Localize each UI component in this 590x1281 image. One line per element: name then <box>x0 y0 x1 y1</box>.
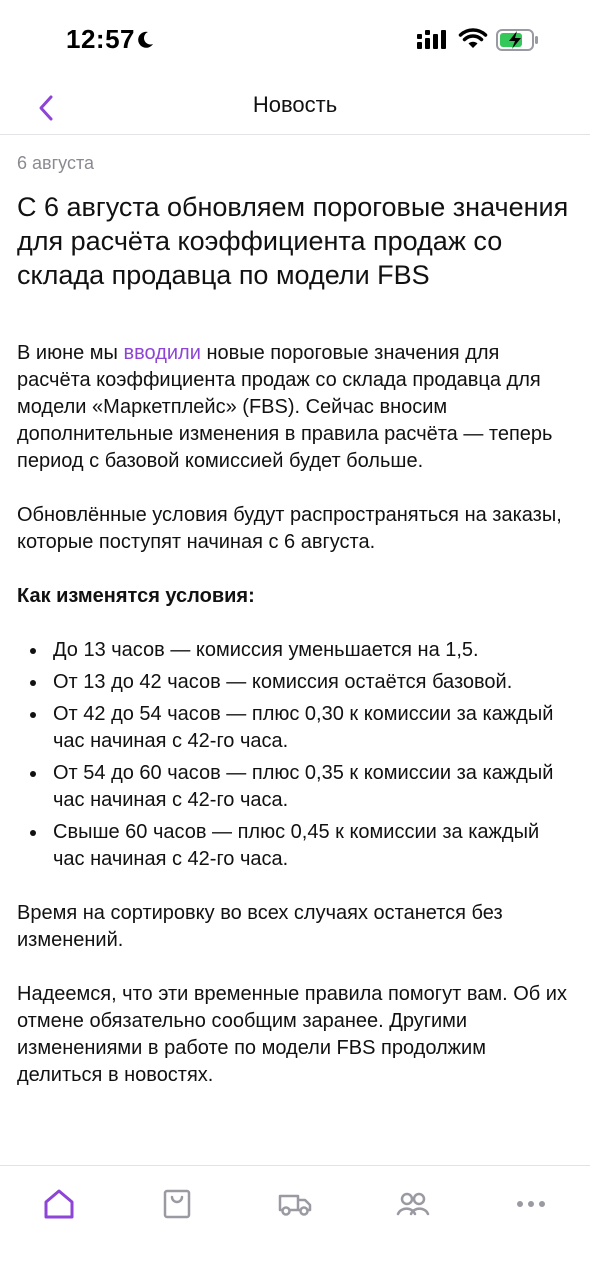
nav-delivery[interactable] <box>270 1184 320 1224</box>
nav-home[interactable] <box>34 1184 84 1224</box>
article-paragraph-2: Обновлённые условия будут распространяться на заказы, которые поступят начиная с 6 августа. <box>17 504 562 553</box>
header-bar <box>0 80 590 135</box>
cellular-signal-icon <box>416 30 450 50</box>
intro-link[interactable]: вводили <box>123 342 201 364</box>
wifi-icon <box>458 28 488 50</box>
article-paragraph-3: Время на сортировку во всех случаях останется без изменений. <box>17 902 503 951</box>
bottom-nav <box>0 1165 590 1281</box>
article-paragraph-4: Надеемся, что эти временные правила помогут вам. Об их отмене обязательно сообщим заранее. Другими изменениями в работе по модели FBS продолжим делиться в новостях. <box>17 983 567 1086</box>
nav-more[interactable] <box>506 1184 556 1224</box>
shopping-bag-icon <box>162 1188 192 1220</box>
status-time: 12:57 <box>66 24 135 54</box>
conditions-heading: Как изменятся условия: <box>17 585 255 607</box>
conditions-list <box>17 637 573 873</box>
list-item: Свыше 60 часов — плюс 0,45 к комиссии за каждый час начиная с 42-го часа. <box>17 819 573 873</box>
article-title: С 6 августа обновляем пороговые значения для расчёта коэффициента продаж со склада продавца по модели FBS <box>17 192 569 290</box>
page-title: Новость <box>252 92 338 117</box>
article <box>17 150 573 1116</box>
more-icon <box>516 1199 546 1209</box>
list-item: От 54 до 60 часов — плюс 0,35 к комиссии за каждый час начиная с 42-го часа. <box>17 760 573 814</box>
moon-icon <box>135 30 155 50</box>
users-icon <box>396 1190 430 1218</box>
list-item: От 13 до 42 часов — комиссия остаётся базовой. <box>17 669 573 696</box>
intro-text-before: В июне мы <box>17 342 124 364</box>
nav-users[interactable] <box>388 1184 438 1224</box>
intro-text-after: новые пороговые значения для расчёта коэффициента продаж со склада продавца для модели «Маркетплейс» (FBS). Сейчас вносим дополнительные изменения в правила расчёта — теперь период с базовой комиссией будет больше. <box>17 342 553 472</box>
truck-icon <box>278 1190 312 1218</box>
battery-charging-icon <box>496 28 540 52</box>
home-icon <box>42 1188 76 1220</box>
nav-shop[interactable] <box>152 1184 202 1224</box>
status-bar <box>0 0 590 80</box>
list-item: От 42 до 54 часов — плюс 0,30 к комиссии за каждый час начиная с 42-го часа. <box>17 701 573 755</box>
list-item: До 13 часов — комиссия уменьшается на 1,5. <box>17 637 573 664</box>
article-date: 6 августа <box>17 153 95 173</box>
article-intro <box>17 340 573 475</box>
